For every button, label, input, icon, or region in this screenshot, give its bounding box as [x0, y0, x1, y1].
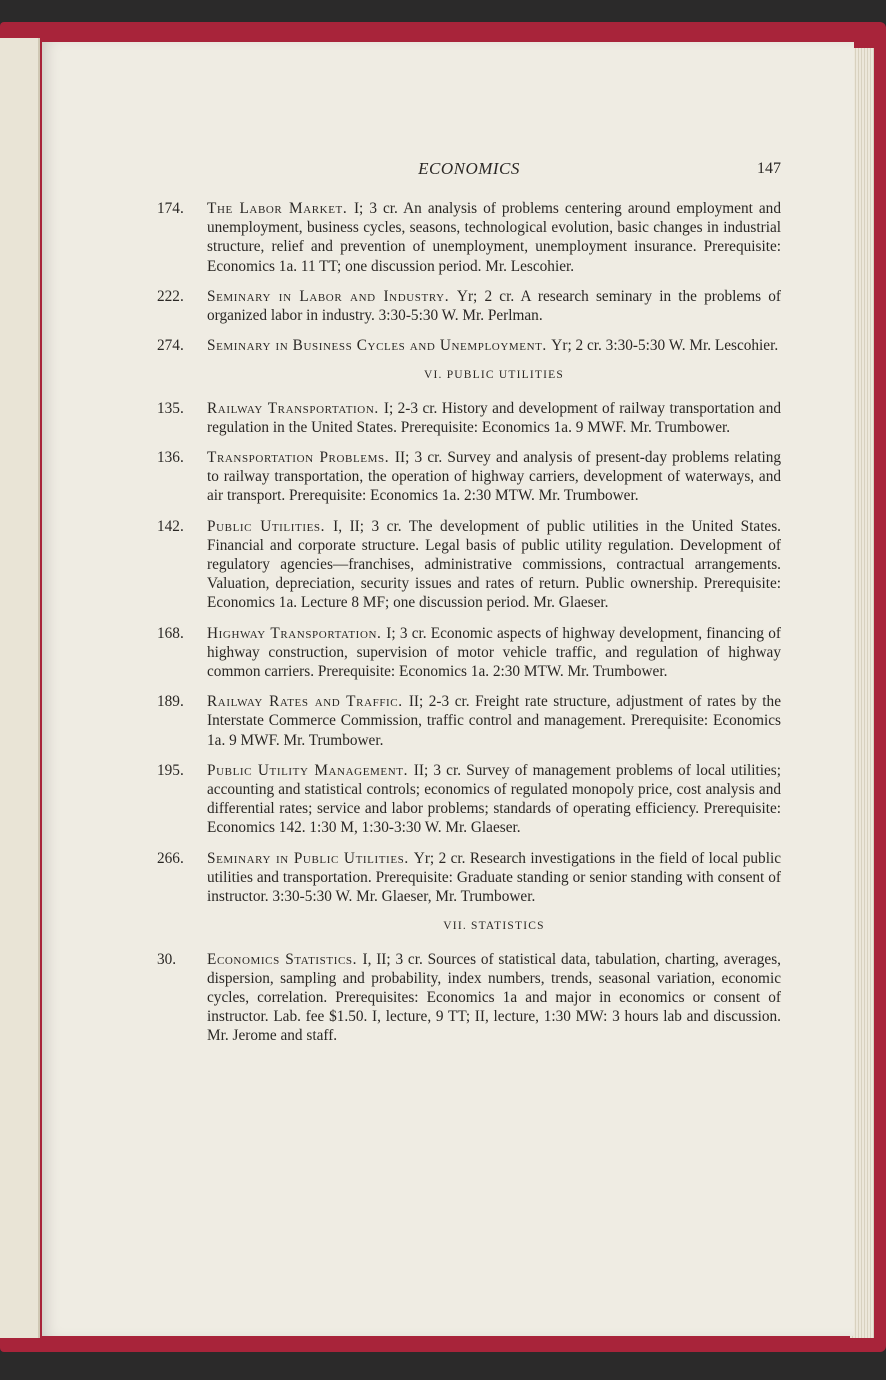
course-entry [157, 761, 781, 838]
course-description: II; 3 cr. Survey of management problems of local utilities; accounting and statistical controls; economics of regulated monopoly price, cost analysis and differential rates; service and labor problems; standards of operating efficiency. Prerequisite: Economics 142. 1:30 M, 1:30-3:30 W. Mr. Glaeser. [207, 761, 781, 837]
course-description: I; 2-3 cr. History and development of railway transportation and regulation in the United States. Prerequisite: Economics 1a. 9 MWF. Mr. Trumbower. [207, 399, 782, 436]
course-entry [157, 399, 781, 437]
course-title: Railway Transportation. [207, 399, 384, 417]
course-title: Railway Rates and Traffic. [207, 693, 409, 711]
course-description: I, II; 3 cr. The development of public utilities in the United States. Financial and corporate structure. Legal basis of public utility regulation. Development of regulatory agencies—franchises, administrative commissions, contractual arrangements. Valuation, depreciation, security issues and rates of return. Public ownership. Prerequisite: Economics 1a. Lecture 8 MF; one discussion period. Mr. Glaeser. [207, 517, 781, 612]
course-entry [157, 624, 781, 682]
course-number: 30. [157, 950, 177, 968]
course-number: 189. [157, 693, 184, 711]
page-number: 147 [757, 160, 781, 177]
course-title: Economics Statistics. [207, 950, 363, 968]
course-entry [157, 517, 781, 613]
previous-page-edge [0, 38, 40, 1338]
course-number: 174. [157, 200, 184, 217]
course-title: Seminary in Public Utilities. [207, 849, 414, 867]
course-number: 195. [157, 761, 184, 779]
course-title: Highway Transportation. [207, 624, 387, 642]
section-heading-public-utilities: VI. PUBLIC UTILITIES [424, 369, 564, 382]
book-page [42, 42, 854, 1336]
course-entry [157, 336, 781, 355]
course-entry [157, 199, 781, 276]
course-entry [157, 448, 781, 506]
course-number: 136. [157, 449, 184, 467]
course-description: Yr; 2 cr. A research seminary in the problems of organized labor in industry. 3:30-5:30 W. Mr. Perlman. [207, 287, 781, 325]
header-title: ECONOMICS [418, 159, 520, 178]
course-title: Public Utilities. [207, 517, 334, 535]
course-entry [157, 950, 781, 1046]
course-entry [157, 849, 781, 907]
section-heading-statistics: VII. STATISTICS [443, 920, 545, 933]
course-title: Seminary in Labor and Industry. [207, 287, 457, 305]
course-description: I, II; 3 cr. Sources of statistical data, tabulation, charting, averages, dispersion, sampling and probability, index numbers, trends, seasonal variation, economic cycles, correlation. Prerequisites: Economics 1a and major in economics or consent of instructor. Lab. fee $1.50. I, lecture, 9 TT; II, lecture, 1:30 MW: 3 hours lab and discussion. Mr. Jerome and staff. [207, 950, 782, 1045]
course-description: I; 3 cr. An analysis of problems centering around employment and unemployment, business cycles, seasons, technological evolution, basic changes in industrial structure, relief and prevention of unemployment, unemployment insurance. Prerequisite: Economics 1a. 11 TT; one discussion period. Mr. Lescohier. [207, 200, 781, 275]
course-title: The Labor Market. [207, 200, 354, 217]
course-description: II; 2-3 cr. Freight rate structure, adjustment of rates by the Interstate Commerce Commission, traffic control and management. Prerequisite: Economics 1a. 9 MWF. Mr. Trumbower. [207, 693, 781, 749]
running-header [157, 159, 781, 183]
course-number: 135. [157, 399, 184, 417]
course-number: 274. [157, 337, 184, 355]
course-description: II; 3 cr. Survey and analysis of present-day problems relating to railway transportation, the operation of highway carriers, development of waterways, and air transport. Prerequisite: Economics 1a. 2:30 MTW. Mr. Trumbower. [207, 449, 781, 505]
course-number: 222. [157, 287, 184, 305]
course-description: Yr; 2 cr. Research investigations in the field of local public utilities and transportation. Prerequisite: Graduate standing or senior standing with consent of instructor. 3:30-5:30 W. Mr. Glaeser, Mr. Trumbower. [207, 849, 781, 906]
course-title: Public Utility Management. [207, 761, 414, 779]
course-title: Transportation Problems. [207, 449, 395, 467]
course-description: Yr; 2 cr. 3:30-5:30 W. Mr. Lescohier. [551, 337, 779, 355]
course-number: 142. [157, 517, 184, 535]
page-content [157, 159, 781, 1057]
course-number: 266. [157, 849, 184, 867]
course-entry [157, 692, 781, 750]
course-title: Seminary in Business Cycles and Unemployment. [207, 337, 552, 355]
course-entry [157, 287, 781, 325]
course-description: I; 3 cr. Economic aspects of highway development, financing of highway construction, supervision of motor vehicle traffic, and regulation of highway common carriers. Prerequisite: Economics 1a. 2:30 MTW. Mr. Trumbower. [207, 624, 781, 681]
course-number: 168. [157, 624, 184, 642]
